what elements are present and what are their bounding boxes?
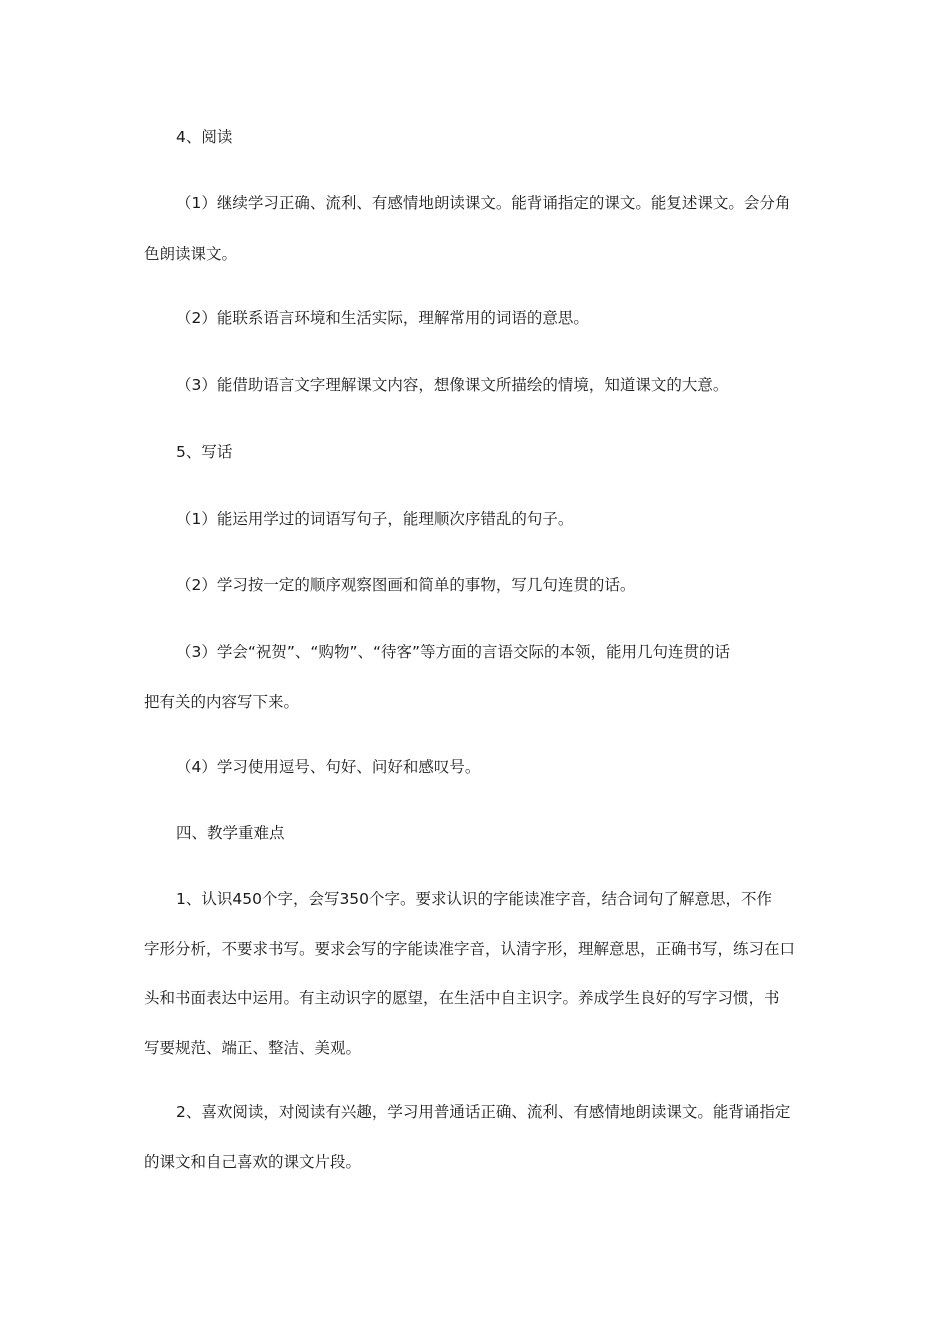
paragraph-line: 色朗读课文。 xyxy=(144,245,238,263)
paragraph-line: 写要规范、端正、整洁、美观。 xyxy=(144,1039,362,1057)
paragraph-line: （2）能联系语言环境和生活实际，理解常用的词语的意思。 xyxy=(176,309,589,327)
paragraph-line: （1）能运用学过的词语写句子，能理顺次序错乱的句子。 xyxy=(176,510,574,528)
paragraph-line: 1、认识450个字，会写350个字。要求认识的字能读准字音，结合词句了解意思，不作 xyxy=(176,890,773,908)
paragraph-line: 把有关的内容写下来。 xyxy=(144,693,300,711)
paragraph-line: 头和书面表达中运用。有主动识字的愿望，在生活中自主识字。养成学生良好的写字习惯，书 xyxy=(144,989,780,1007)
heading-writing: 5、写话 xyxy=(176,443,233,461)
paragraph-line: 2、喜欢阅读，对阅读有兴趣，学习用普通话正确、流利、有感情地朗读课文。能背诵指定 xyxy=(176,1103,791,1121)
paragraph-line: 字形分析，不要求书写。要求会写的字能读准字音，认清字形，理解意思，正确书写，练习在口 xyxy=(144,940,796,958)
heading-reading: 4、阅读 xyxy=(176,128,233,146)
paragraph-line: （4）学习使用逗号、句好、问好和感叹号。 xyxy=(176,758,481,776)
paragraph-line: （3）能借助语言文字理解课文内容，想像课文所描绘的情境，知道课文的大意。 xyxy=(176,376,729,394)
paragraph-line: （3）学会“祝贺”、“购物”、“待客”等方面的言语交际的本领，能用几句连贯的话 xyxy=(176,643,731,661)
heading-key-points: 四、教学重难点 xyxy=(176,824,285,842)
paragraph-line: 的课文和自己喜欢的课文片段。 xyxy=(144,1153,362,1171)
paragraph-line: （2）学习按一定的顺序观察图画和简单的事物，写几句连贯的话。 xyxy=(176,576,636,594)
paragraph-line: （1）继续学习正确、流利、有感情地朗读课文。能背诵指定的课文。能复述课文。会分角 xyxy=(176,194,791,212)
